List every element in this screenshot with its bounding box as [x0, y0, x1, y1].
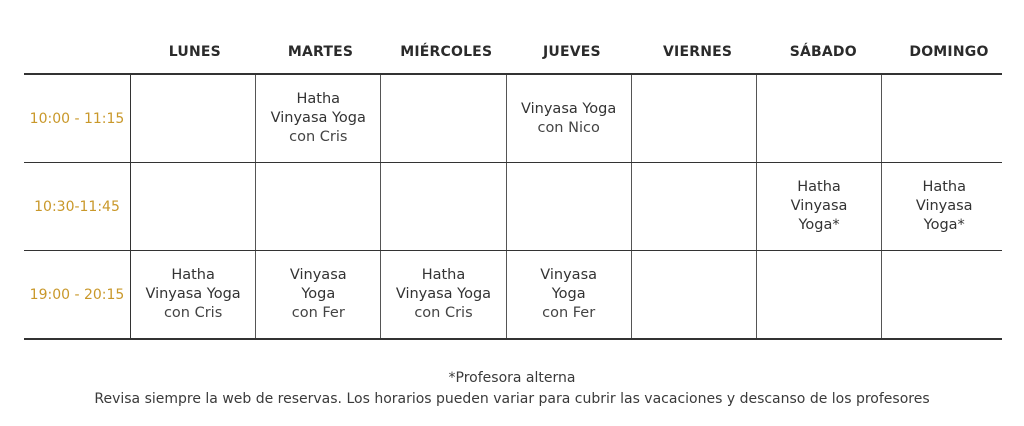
alternate-teacher-note: *Profesora alterna — [448, 370, 576, 386]
teacher-name: con Cris — [163, 305, 223, 321]
class-name-line: Vinyasa — [915, 198, 973, 214]
class-cell — [381, 251, 506, 338]
class-cell — [882, 163, 1006, 250]
class-name-line: Yoga* — [923, 217, 965, 233]
class-cell — [256, 75, 381, 162]
class-cell — [507, 163, 632, 250]
schedule-table — [24, 30, 1002, 340]
class-cell — [757, 251, 882, 338]
class-cell — [381, 163, 506, 250]
day-header-saturday: SÁBADO — [789, 43, 857, 60]
day-header-row — [24, 30, 1002, 73]
class-name-line: Vinyasa — [540, 267, 598, 283]
class-cell — [632, 75, 757, 162]
class-cell — [882, 75, 1006, 162]
class-name-line: Hatha — [797, 179, 841, 195]
time-row — [24, 162, 1002, 250]
teacher-name: con Cris — [289, 129, 348, 145]
class-cell — [632, 163, 757, 250]
class-cell — [256, 163, 381, 250]
schedule-notes — [0, 368, 1024, 410]
teacher-name: con Nico — [537, 119, 600, 136]
class-name-line: Hatha — [922, 179, 966, 195]
class-cell — [131, 163, 256, 250]
day-header-sunday: DOMINGO — [909, 43, 989, 60]
schedule-grid — [24, 73, 1002, 340]
day-header-friday: VIERNES — [663, 43, 733, 60]
time-slot-label: 10:00 - 11:15 — [24, 75, 131, 162]
class-cell — [131, 251, 256, 338]
class-name-line: Vinyasa — [289, 267, 347, 283]
class-cell — [507, 75, 632, 162]
class-name-line: Hatha — [171, 267, 215, 283]
time-slot-label: 10:30-11:45 — [24, 163, 131, 250]
class-cell — [882, 251, 1006, 338]
teacher-name: con Fer — [291, 305, 345, 321]
class-cell — [131, 75, 256, 162]
time-row — [24, 75, 1002, 162]
class-cell — [757, 75, 882, 162]
class-name-line: Vinyasa Yoga — [145, 286, 241, 302]
class-name-line: Yoga — [301, 286, 336, 302]
day-header-tuesday: MARTES — [287, 43, 354, 60]
day-header-wednesday: MIÉRCOLES — [400, 43, 493, 60]
class-cell — [507, 251, 632, 338]
day-header-thursday: JUEVES — [542, 43, 601, 60]
teacher-name: con Fer — [542, 305, 596, 321]
class-cell — [381, 75, 506, 162]
time-row — [24, 250, 1002, 338]
teacher-name: con Cris — [414, 305, 473, 321]
disclaimer-note: Revisa siempre la web de reservas. Los horarios pueden variar para cubrir las vacaciones y descanso de los profesores — [94, 391, 930, 407]
class-name-line: Vinyasa — [790, 198, 848, 214]
class-cell — [256, 251, 381, 338]
class-cell — [632, 251, 757, 338]
time-slot-label: 19:00 - 20:15 — [24, 251, 131, 338]
class-name-line: Vinyasa Yoga — [270, 110, 366, 126]
class-cell — [757, 163, 882, 250]
class-name-line: Hatha — [421, 267, 466, 283]
class-name-line: Yoga* — [798, 217, 840, 233]
class-name-line: Hatha — [296, 91, 341, 107]
class-name-line: Yoga — [551, 286, 586, 302]
class-name-line: Vinyasa Yoga — [521, 100, 617, 117]
class-name-line: Vinyasa Yoga — [395, 286, 492, 302]
day-header-monday: LUNES — [168, 43, 221, 60]
